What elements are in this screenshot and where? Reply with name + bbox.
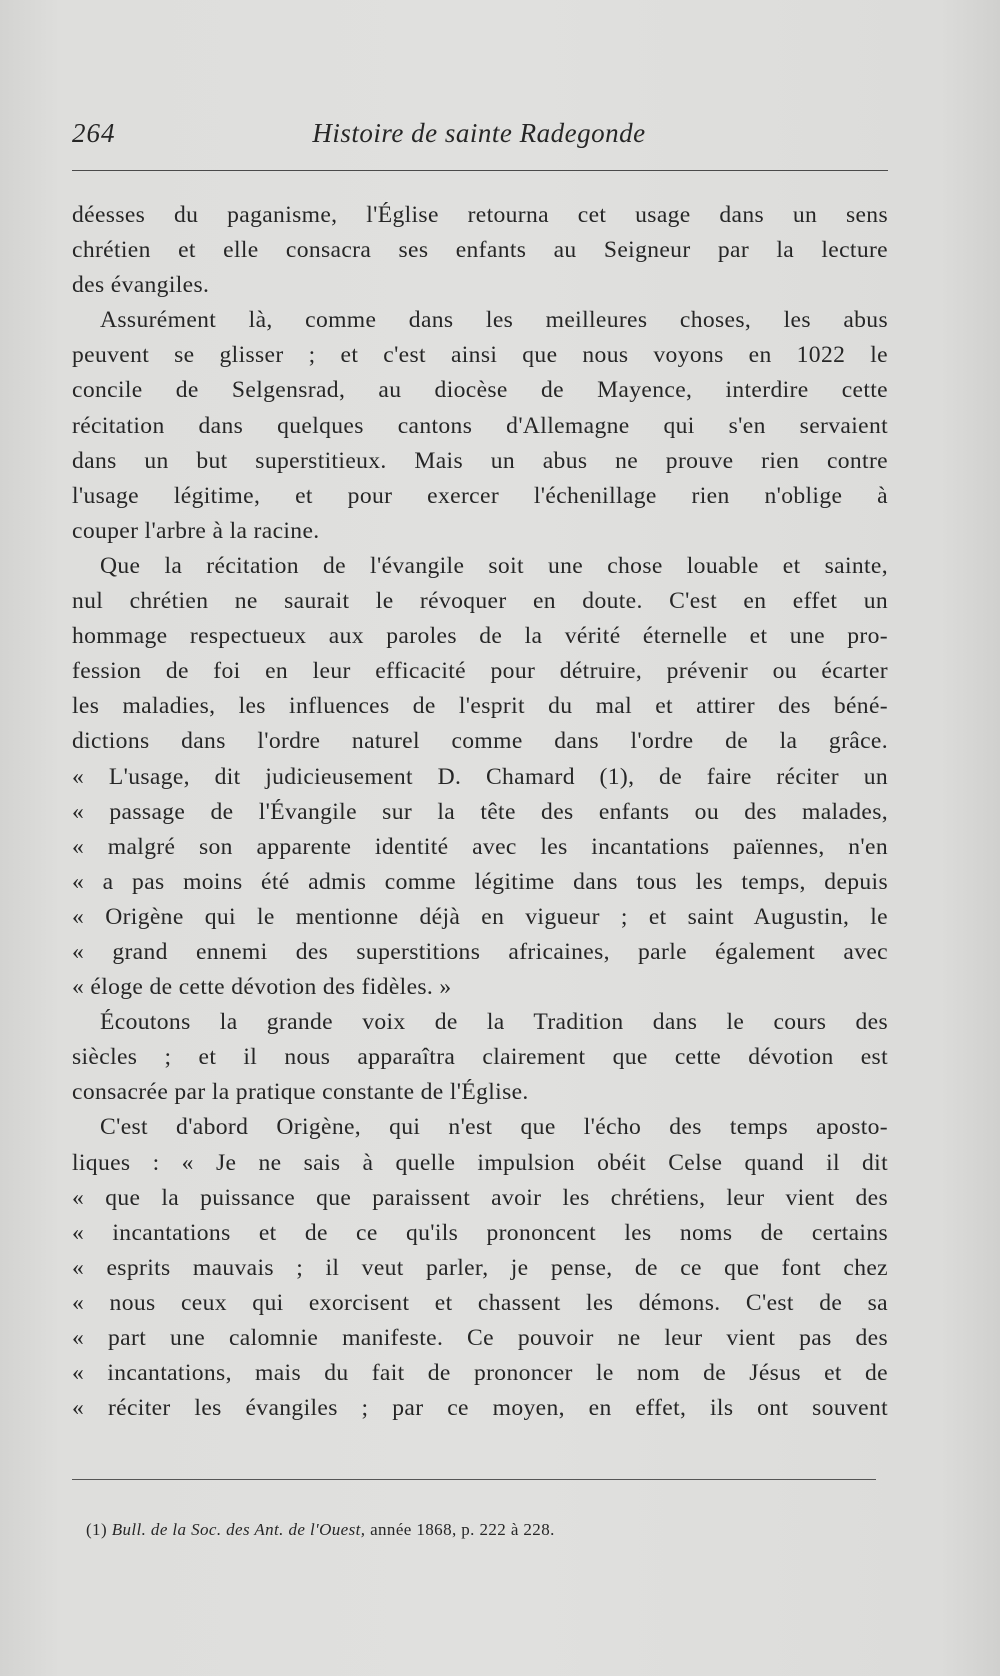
text-line: les maladies, les influences de l'esprit du mal et attirer des béné- <box>72 693 888 720</box>
header-rule <box>72 170 888 171</box>
quote-line: « incantations, mais du fait de prononcer le nom de Jésus et de <box>72 1360 888 1387</box>
text-line: l'usage légitime, et pour exercer l'échenillage rien n'oblige à <box>72 482 888 509</box>
text-line: siècles ; et il nous apparaîtra clairement que cette dévotion est <box>72 1044 888 1071</box>
text-line: Assurément là, comme dans les meilleures choses, les abus <box>100 307 888 334</box>
quote-line: « que la puissance que paraissent avoir les chrétiens, leur vient des <box>72 1184 888 1211</box>
text-line: chrétien et elle consacra ses enfants au Seigneur par la lecture <box>72 237 888 264</box>
text-line: Que la récitation de l'évangile soit une chose louable et sainte, <box>100 552 888 579</box>
footnote-source: Bull. de la Soc. des Ant. de l'Ouest, <box>111 1520 366 1539</box>
quote-line: « éloge de cette dévotion des fidèles. » <box>72 974 452 1001</box>
text-line: hommage respectueux aux paroles de la vérité éternelle et une pro- <box>72 623 888 650</box>
text-line: des évangiles. <box>72 272 210 299</box>
text-line: C'est d'abord Origène, qui n'est que l'écho des temps aposto- <box>100 1114 888 1141</box>
quote-line: « a pas moins été admis comme légitime dans tous les temps, depuis <box>72 868 888 895</box>
quote-line: « esprits mauvais ; il veut parler, je pense, de ce que font chez <box>72 1254 888 1281</box>
footnote-rest: année 1868, p. 222 à 228. <box>370 1520 555 1539</box>
text-line: déesses du paganisme, l'Église retourna cet usage dans un sens <box>72 202 888 228</box>
text-line: dictions dans l'ordre naturel comme dans l'ordre de la grâce. <box>72 728 888 755</box>
quote-line: « incantations et de ce qu'ils prononcent les noms de certains <box>72 1219 888 1246</box>
text-line: liques : « Je ne sais à quelle impulsion obéit Celse quand il dit <box>72 1149 888 1176</box>
text-line: fession de foi en leur efficacité pour détruire, prévenir ou écarter <box>72 658 888 685</box>
footnote <box>86 1520 555 1540</box>
footnote-marker: (1) <box>86 1520 108 1539</box>
text-line: nul chrétien ne saurait le révoquer en doute. C'est en effet un <box>72 588 888 615</box>
footnote-rule <box>72 1479 876 1480</box>
quote-line: « part une calomnie manifeste. Ce pouvoir ne leur vient pas des <box>72 1325 888 1351</box>
text-line: dans un but superstitieux. Mais un abus ne prouve rien contre <box>72 447 888 474</box>
running-title: Histoire de sainte Radegonde <box>312 118 646 148</box>
text-line: peuvent se glisser ; et c'est ainsi que nous voyons en 1022 le <box>72 342 888 369</box>
quote-line: « malgré son apparente identité avec les incantations païennes, n'en <box>72 833 888 860</box>
text-line: consacrée par la pratique constante de l'Église. <box>72 1079 529 1106</box>
body-text <box>72 198 888 1426</box>
quote-line: « réciter les évangiles ; par ce moyen, en effet, ils ont souvent <box>72 1395 888 1422</box>
text-line: couper l'arbre à la racine. <box>72 517 320 544</box>
quote-line: « grand ennemi des superstitions africaines, parle également avec <box>72 938 888 965</box>
page-header <box>72 118 886 162</box>
quote-line: « L'usage, dit judicieusement D. Chamard (1), de faire réciter un <box>72 763 888 790</box>
page-number: 264 <box>72 118 116 148</box>
text-line: récitation dans quelques cantons d'Allemagne qui s'en servaient <box>72 412 888 439</box>
quote-line: « nous ceux qui exorcisent et chassent les démons. C'est de sa <box>72 1289 888 1316</box>
text-line: concile de Selgensrad, au diocèse de Mayence, interdire cette <box>72 377 888 404</box>
quote-line: « Origène qui le mentionne déjà en vigueur ; et saint Augustin, le <box>72 903 888 930</box>
text-line: Écoutons la grande voix de la Tradition dans le cours des <box>100 1009 888 1036</box>
quote-line: « passage de l'Évangile sur la tête des enfants ou des malades, <box>72 798 888 825</box>
